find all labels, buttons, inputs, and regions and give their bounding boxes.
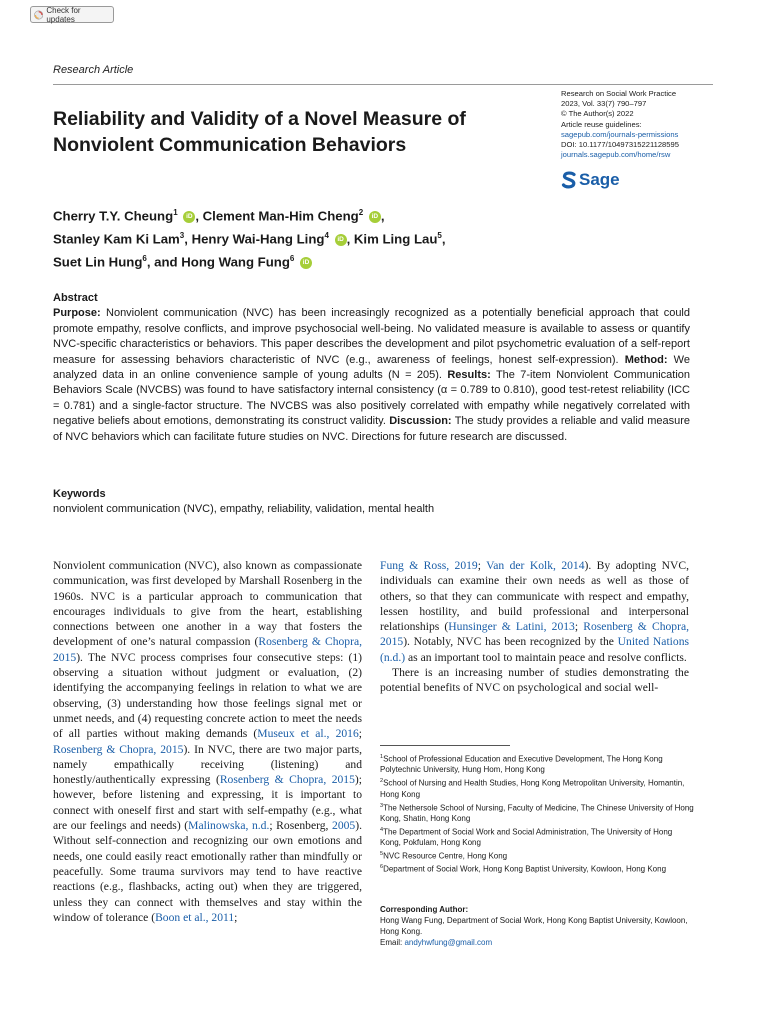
doi: DOI: 10.1177/10497315221128595 — [561, 140, 679, 150]
purpose-text: Nonviolent communication (NVC) has been increasingly recognized as a potentially beneficial approach that could promote empathy, resolve conflicts, and improve psychosocial well-being. No validated measure is available to assess or quantify NVC-specific characteristics or behaviors. This paper describes the development and pilot psychometric evaluation of a self-report measure for assessing behaviors characteristic of NVC (e.g., awareness of feelings, honest self-expression). — [53, 307, 690, 366]
journal-meta — [561, 89, 721, 160]
citation-link[interactable]: Rosenberg & Chopra, 2015 — [53, 742, 184, 756]
affiliation-number: 5 — [380, 851, 384, 857]
method-text: We analyzed data in an online convenience sample of young adults (N = 205). — [53, 353, 690, 382]
footnote-divider — [380, 745, 510, 746]
body-text: as an important tool to maintain peace and resolve conflicts. — [405, 650, 687, 664]
affiliation-number: 1 — [380, 754, 384, 760]
author-name: Henry Wai-Hang Ling — [191, 231, 325, 247]
results-label: Results: — [447, 369, 491, 382]
body-text: ; — [574, 620, 584, 634]
keywords-text: nonviolent communication (NVC), empathy, reliability, validation, mental health — [53, 503, 435, 516]
discussion-text: The study provides a reliable and valid measure of NVC behaviors which can facilitate future studies on NVC. Directions for future research are discussed. — [53, 415, 691, 443]
body-text: ). By adopting NVC, individuals can examine their own needs as well as those of others, so that they can communicate with respect and empathy, lessen hostility, and build professional and interpersonal relationships ( — [380, 559, 689, 634]
keywords-heading: Keywords — [53, 488, 106, 500]
body-text: ). Notably, NVC has been recognized by the — [403, 635, 618, 649]
author-name: Suet Lin Hung — [53, 254, 143, 270]
affiliation-item — [380, 776, 695, 800]
citation-link[interactable]: United Nations (n.d.) — [380, 635, 689, 664]
journal-home-link[interactable]: journals.sagepub.com/home/rsw — [561, 150, 671, 160]
update-badge-icon — [34, 10, 43, 20]
citation-link[interactable]: Hunsinger & Latini, 2013 — [448, 620, 575, 634]
citation-link[interactable]: Fung & Ross, 2019 — [380, 559, 478, 572]
orcid-icon[interactable]: iD — [335, 234, 347, 246]
affiliation-number: 2 — [380, 778, 384, 785]
discussion-label: Discussion: — [389, 415, 452, 428]
body-text: ; — [477, 559, 487, 572]
copyright: © The Author(s) 2022 — [561, 109, 634, 119]
sage-s-icon — [561, 171, 577, 189]
citation-link[interactable]: Rosenberg & Chopra, 2015 — [219, 773, 355, 787]
affiliation-item — [380, 825, 695, 849]
affiliation-item — [380, 862, 695, 875]
author-affiliation-number: 2 — [358, 208, 364, 217]
author-affiliation-number: 4 — [324, 230, 329, 240]
affiliation-item — [380, 849, 695, 862]
article-type: Research Article — [53, 64, 134, 76]
affiliation-number: 3 — [380, 802, 384, 809]
body-paragraph — [380, 558, 689, 665]
citation-link[interactable]: Rosenberg & Chopra, 2015 — [380, 620, 689, 649]
purpose-label: Purpose: — [53, 307, 101, 320]
corresponding-email-line — [380, 937, 695, 948]
affiliation-text: School of Nursing and Health Studies, Hong Kong Metropolitan University, Homantin, Hong Kong — [380, 778, 685, 799]
body-text: ; — [234, 910, 238, 924]
permissions-link[interactable]: sagepub.com/journals-permissions — [561, 129, 679, 139]
author-list: Cherry T.Y. Cheung$^1$ iD , Clement Man-Him Cheng$^2$ iD , Stanley Kam Ki Lam$^3$, Henry Wai-Hang Ling$^4$ iD , Kim Ling Lau$^5$, Suet Lin Hung$^6$, and Hong Wang Fung$^6$ iD — [53, 208, 446, 270]
affiliation-number: 6 — [380, 864, 384, 871]
body-paragraph: There is an increasing number of studies demonstrating the potential benefits of NVC on psychological and social well- — [380, 666, 689, 695]
affiliation-text: The Nethersole School of Nursing, Faculty of Medicine, The Chinese University of Hong Kong, Shatin, Hong Kong — [380, 803, 694, 823]
author-affiliation-number: 1 — [173, 208, 178, 217]
reuse-label: Article reuse guidelines: — [561, 119, 642, 129]
citation-link[interactable]: Malinowska, n.d. — [188, 819, 270, 833]
affiliation-text: NVC Resource Centre, Hong Kong — [383, 851, 508, 861]
corresponding-address: Hong Wang Fung, Department of Social Work, Hong Kong Baptist University, Kowloon, Hong Kong. — [380, 916, 688, 936]
affiliation-item — [380, 801, 695, 825]
body-paragraph — [53, 558, 362, 925]
header-divider — [53, 84, 713, 85]
article-title: Reliability and Validity of a Novel Measure of Nonviolent Communication Behaviors — [53, 108, 466, 156]
author-affiliation-number: 6 — [289, 253, 295, 263]
publisher-logo — [561, 170, 620, 190]
orcid-icon[interactable]: iD — [369, 211, 381, 223]
orcid-icon[interactable]: iD — [183, 211, 195, 223]
body-text: ; — [358, 727, 362, 741]
email-label: Email: — [380, 938, 405, 947]
body-column-right — [380, 558, 689, 696]
publisher-name: Sage — [579, 170, 620, 189]
abstract-heading: Abstract — [53, 292, 98, 304]
journal-name: Research on Social Work Practice — [561, 89, 677, 98]
results-text: The 7-item Nonviolent Communication Behaviors Scale (NVCBS) was found to have satisfactory internal consistency (α = 0.789 to 0.810), good test-retest reliability (ICC = 0.781) and a single-factor structure. The NVCBS was also positively correlated with empathy while negatively correlated with negative beliefs about emotions, demonstrating its construct validity. — [53, 369, 690, 428]
body-text: ). Without self-connection and recognizing our own emotions and needs, one could easily react emotionally rather than mindfully or peacefully. Some trauma survivors may tend to have reactive reactions (e.g., flashbacks, acting out) when they are triggered, unless they can connect with themselves and stay within the window of tolerance ( — [53, 819, 362, 924]
citation-link[interactable]: Rosenberg & Chopra, 2015 — [53, 635, 362, 664]
corresponding-author — [380, 904, 695, 948]
body-text: ). The NVC process comprises four consecutive steps: (1) observing a situation without judgment or evaluation, (2) identifying the accompanying feelings in relation to what we are observing, (3) understanding how those feelings signal met or unmet needs, and (4) requesting concrete action to meet the needs of all parties without making demands ( — [53, 650, 362, 741]
author-name: Clement Man-Him Cheng — [202, 208, 359, 224]
affiliation-text: The Department of Social Work and Social Administration, The University of Hong Kong, Pokfulam, Hong Kong — [380, 827, 673, 848]
corresponding-heading: Corresponding Author: — [380, 905, 469, 914]
orcid-icon[interactable]: iD — [300, 257, 312, 269]
author-name: Stanley Kam Ki Lam — [53, 231, 180, 247]
citation-link[interactable]: Museux et al., 2016 — [257, 727, 359, 741]
author-affiliation-number: 6 — [142, 253, 147, 263]
abstract — [53, 291, 690, 445]
affiliation-text: Department of Social Work, Hong Kong Baptist University, Kowloon, Hong Kong — [383, 865, 667, 875]
author-name: Cherry T.Y. Cheung — [53, 208, 174, 224]
author-name: Kim Ling Lau — [353, 231, 438, 247]
check-for-updates-label: Check for updates — [46, 5, 81, 24]
journal-volume: 2023, Vol. 33(7) 790–797 — [561, 99, 647, 109]
affiliation-text: School of Professional Education and Executive Development, The Hong Kong Polytechnic University, Hung Hom, Hong Kong — [380, 754, 663, 775]
email-link[interactable]: andyhwfung@gmail.com — [404, 938, 493, 947]
body-text: ); however, before listening and expressing, it is important to connect with oneself first and start with self-empathy (e.g., what are our feelings and needs) ( — [53, 773, 362, 833]
author-name: Hong Wang Fung — [181, 254, 290, 270]
affiliations — [380, 752, 695, 876]
body-column-left — [53, 558, 362, 925]
method-label: Method: — [624, 353, 668, 366]
check-for-updates-button[interactable] — [30, 6, 114, 23]
body-text: Nonviolent communication (NVC), also known as compassionate communication, was first developed by Marshall Rosenberg in the 1960s. NVC is a particular approach to communication that encourages individuals to give from the heart, establishing connections between one another in a way that fosters the development of one’s natural compassion ( — [53, 559, 362, 649]
author-affiliation-number: 3 — [179, 230, 185, 240]
affiliation-item — [380, 752, 695, 776]
citation-link[interactable]: Van der Kolk, 2014 — [486, 559, 585, 572]
citation-link[interactable]: 2005 — [332, 819, 356, 833]
author-affiliation-number: 5 — [437, 230, 442, 240]
body-text: ; Rosenberg, — [269, 819, 333, 833]
keywords — [53, 487, 690, 518]
affiliation-number: 4 — [380, 826, 384, 833]
body-text: ). In NVC, there are two major parts, namely empathically receiving (listening) and honestly/authentically expressing ( — [53, 742, 362, 787]
citation-link[interactable]: Boon et al., 2011 — [155, 910, 235, 924]
